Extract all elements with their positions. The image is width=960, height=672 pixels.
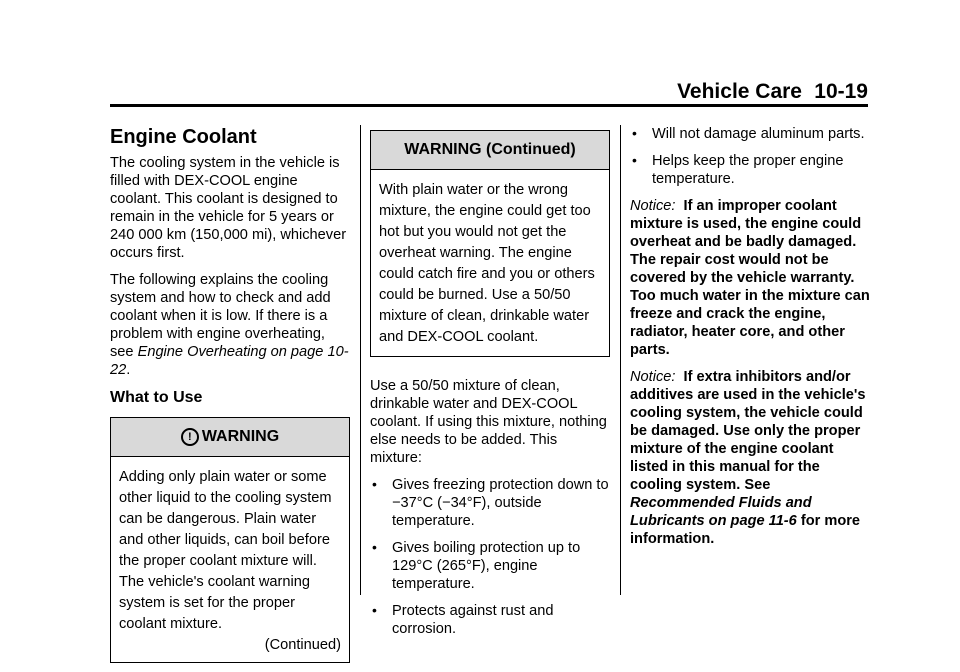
- column-divider-1: [360, 125, 361, 595]
- notice-text: If extra inhibitors and/or additives are used in the vehicle's cooling system, the vehicle could be damaged. Use only the proper mixture of the engine coolant listed in this manual for the cooling system. See: [630, 369, 866, 493]
- section-heading: Engine Coolant: [110, 126, 257, 148]
- column-1: [110, 120, 350, 663]
- notice-improper-mixture: [630, 197, 870, 359]
- benefits-list-continued: [630, 125, 870, 188]
- notice-text: If an improper coolant mixture is used, the engine could overheat and be badly damaged. The repair cost would not be covered by the vehicle warranty. Too much water in the mixture can freeze and crack the engine, radiator, heater core, and other parts.: [630, 198, 870, 358]
- list-item: • Gives freezing protection down to −37°C (−34°F), outside temperature.: [372, 476, 609, 529]
- subheading-what-to-use: What to Use: [110, 389, 203, 406]
- list-item: • Helps keep the proper engine temperature.: [632, 152, 844, 187]
- notice-end: for more information.: [630, 513, 861, 547]
- header-page-number: 10-19: [814, 80, 868, 103]
- notice-additives: [630, 368, 870, 548]
- bullet-icon: •: [632, 125, 637, 141]
- warning-box: [110, 417, 350, 663]
- warning-body: [111, 457, 349, 662]
- bullet-icon: •: [372, 602, 377, 618]
- continued-label: (Continued): [264, 637, 341, 653]
- list-item: • Protects against rust and corrosion.: [372, 602, 554, 637]
- column-divider-2: [620, 125, 621, 595]
- warning-header: [111, 418, 349, 457]
- list-item: • Gives boiling protection up to 129°C (265°F), engine temperature.: [372, 539, 581, 592]
- mixture-benefits-list: [370, 476, 610, 638]
- notice-label: Notice:: [630, 369, 676, 385]
- header-title: Vehicle Care: [677, 80, 802, 103]
- warning-text: Adding only plain water or some other liquid to the cooling system can be dangerous. Plain water and other liquids, can boil before the proper coolant mixture will. The vehicle's coolant warning system is set for the proper coolant mixture.: [119, 469, 332, 632]
- mixture-paragraph: Use a 50/50 mixture of clean, drinkable water and DEX-COOL coolant. If using this mixture, nothing else needs to be added. This mixture:: [370, 378, 607, 466]
- warning-icon: !: [181, 428, 199, 446]
- overheat-link[interactable]: Engine Overheating on page 10-22: [110, 344, 349, 378]
- overheat-end: .: [126, 362, 131, 378]
- warning-box-continued: [370, 130, 610, 357]
- overheat-text: The following explains the cooling system and how to check and add coolant when it is low. If there is a problem with engine overheating, see: [110, 272, 331, 360]
- column-3: [630, 125, 870, 557]
- overheat-paragraph: [110, 271, 350, 379]
- bullet-icon: •: [372, 476, 377, 492]
- bullet-icon: •: [372, 539, 377, 555]
- warning-continued-header: WARNING (Continued): [371, 131, 609, 170]
- warning-title: WARNING: [201, 428, 280, 445]
- notice-label: Notice:: [630, 198, 676, 214]
- list-item: • Will not damage aluminum parts.: [632, 125, 865, 142]
- bullet-icon: •: [632, 152, 637, 168]
- intro-paragraph: The cooling system in the vehicle is filled with DEX-COOL engine coolant. This coolant is designed to remain in the vehicle for 5 years or 240 000 km (150,000 mi), whichever occurs first.: [110, 155, 347, 261]
- column-2: [370, 130, 610, 647]
- fluids-link[interactable]: Recommended Fluids and Lubricants on page 11-6: [630, 495, 812, 529]
- warning-continued-body: With plain water or the wrong mixture, the engine could get too hot but you would not get the overheat warning. The engine could catch fire and you or others could be burned. Use a 50/50 mixture of clean, drinkable water and DEX-COOL coolant.: [379, 182, 595, 345]
- header-rule: [110, 104, 868, 107]
